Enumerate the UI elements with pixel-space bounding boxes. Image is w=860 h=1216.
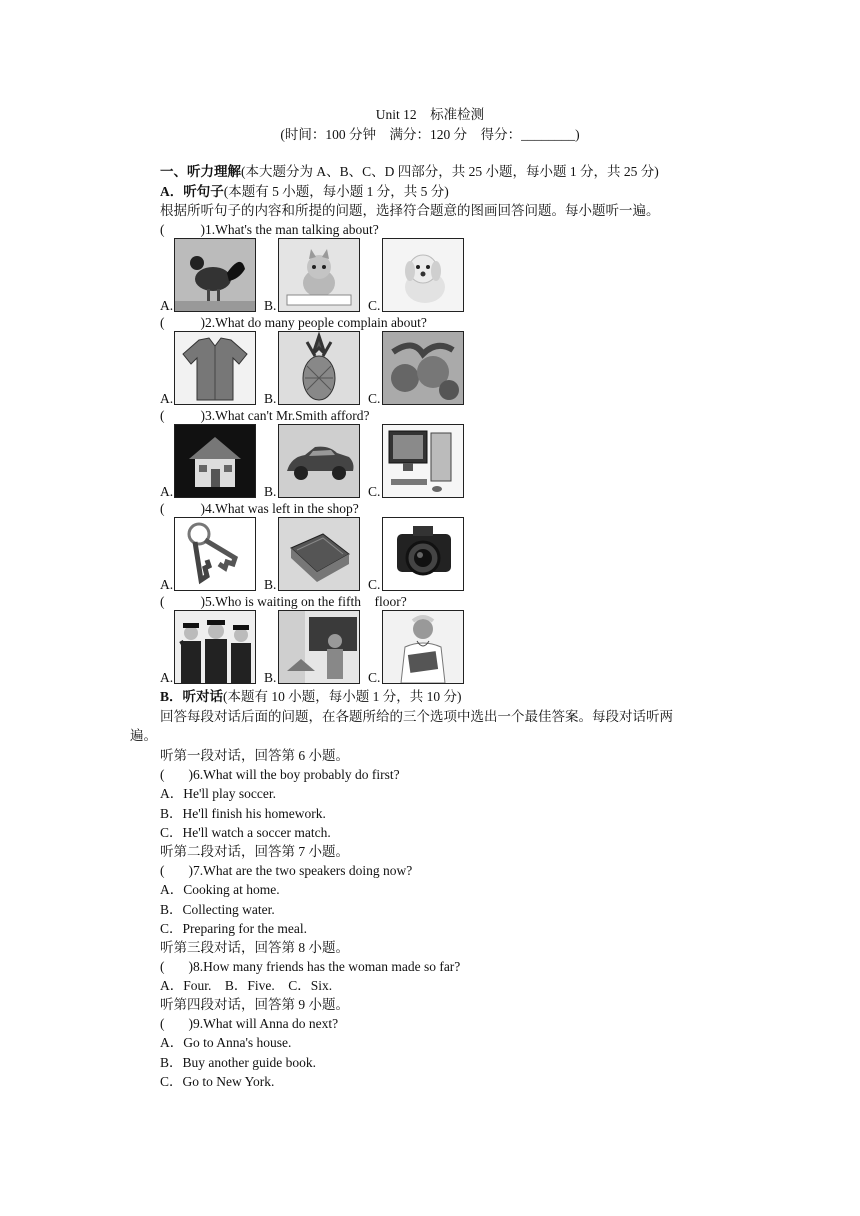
option-label: A.	[160, 391, 174, 406]
paren: (	[160, 222, 165, 237]
computer-icon	[382, 424, 464, 498]
exam-info: (时间：100 分钟 满分：120 分 得分：________)	[280, 127, 580, 142]
option-b[interactable]	[264, 238, 368, 312]
vegetables-icon	[382, 331, 464, 405]
question-2	[160, 313, 427, 332]
part-a-rest: (本题有 5 小题，每小题 1 分，共 5 分)	[223, 184, 449, 199]
option-a[interactable]	[160, 610, 264, 684]
question-9-option-b[interactable]: B．Buy another guide book.	[160, 1055, 316, 1070]
option-b[interactable]	[264, 517, 368, 591]
paren: (	[160, 594, 165, 609]
question-6-prompt: )6.What will the boy probably do first?	[188, 767, 400, 782]
question-7-option-a[interactable]: A．Cooking at home.	[160, 882, 280, 897]
part-b-title	[160, 687, 462, 706]
question-1-prompt: )1.What's the man talking about?	[200, 222, 379, 237]
section-title	[160, 162, 659, 181]
option-a[interactable]	[160, 424, 264, 498]
part-a-instructions: 根据所听句子的内容和所提的问题，选择符合题意的图画回答问题。每小题听一遍。	[160, 203, 660, 218]
question-1	[160, 220, 379, 239]
question-6-option-b[interactable]: B．He'll finish his homework.	[160, 806, 326, 821]
shirt-icon	[174, 331, 256, 405]
option-a[interactable]	[160, 331, 264, 405]
option-label: B.	[264, 298, 277, 313]
car-icon	[278, 424, 360, 498]
paren: (	[160, 315, 165, 330]
option-label: B.	[264, 391, 277, 406]
question-7-option-c[interactable]: C．Preparing for the meal.	[160, 921, 307, 936]
paren: (	[160, 959, 165, 974]
option-c[interactable]	[368, 331, 472, 405]
dialogue-2-intro: 听第二段对话，回答第 7 小题。	[160, 844, 349, 859]
option-label: C.	[368, 670, 381, 685]
paren: (	[160, 863, 165, 878]
question-6	[160, 765, 400, 784]
option-label: B.	[264, 670, 277, 685]
question-8	[160, 957, 460, 976]
paren: (	[160, 501, 165, 516]
section-title-bold: 一、听力理解	[160, 164, 241, 179]
question-7-prompt: )7.What are the two speakers doing now?	[188, 863, 413, 878]
puppy-icon	[382, 238, 464, 312]
paren: (	[160, 408, 165, 423]
option-label: A.	[160, 484, 174, 499]
question-4-prompt: )4.What was left in the shop?	[200, 501, 359, 516]
question-3	[160, 406, 370, 425]
option-label: B.	[264, 484, 277, 499]
option-label: A.	[160, 577, 174, 592]
question-8-prompt: )8.How many friends has the woman made so far?	[188, 959, 461, 974]
option-label: B.	[264, 577, 277, 592]
part-a-bold: A．听句子	[160, 184, 224, 199]
question-9-prompt: )9.What will Anna do next?	[188, 1016, 339, 1031]
doctor-icon	[382, 610, 464, 684]
dialogue-1-intro: 听第一段对话，回答第 6 小题。	[160, 748, 349, 763]
option-label: C.	[368, 298, 381, 313]
question-5	[160, 592, 407, 611]
option-label: C.	[368, 484, 381, 499]
option-label: A.	[160, 670, 174, 685]
question-4	[160, 499, 359, 518]
house-icon	[174, 424, 256, 498]
part-a-title	[160, 182, 449, 201]
kitten-icon	[278, 238, 360, 312]
police-icon	[174, 610, 256, 684]
part-b-bold: B．听对话	[160, 689, 224, 704]
option-c[interactable]	[368, 517, 472, 591]
option-c[interactable]	[368, 238, 472, 312]
rooster-icon	[174, 238, 256, 312]
camera-icon	[382, 517, 464, 591]
option-c[interactable]	[368, 610, 472, 684]
question-7-option-b[interactable]: B．Collecting water.	[160, 902, 275, 917]
option-b[interactable]	[264, 424, 368, 498]
section-title-rest: (本大题分为 A、B、C、D 四部分，共 25 小题，每小题 1 分，共 25 分)	[241, 164, 659, 179]
question-2-prompt: )2.What do many people complain about?	[200, 315, 427, 330]
question-9-option-c[interactable]: C．Go to New York.	[160, 1074, 275, 1089]
option-label: A.	[160, 298, 174, 313]
option-b[interactable]	[264, 610, 368, 684]
question-8-options[interactable]: A．Four. B．Five. C．Six.	[160, 978, 333, 993]
question-9-option-a[interactable]: A．Go to Anna's house.	[160, 1035, 292, 1050]
paren: (	[160, 1016, 165, 1031]
page-title: Unit 12 标准检测	[375, 107, 485, 122]
dialogue-4-intro: 听第四段对话，回答第 9 小题。	[160, 997, 349, 1012]
teacher-icon	[278, 610, 360, 684]
dialogue-3-intro: 听第三段对话，回答第 8 小题。	[160, 940, 349, 955]
keys-icon	[174, 517, 256, 591]
pineapple-icon	[278, 331, 360, 405]
question-6-option-a[interactable]: A．He'll play soccer.	[160, 786, 277, 801]
option-c[interactable]	[368, 424, 472, 498]
question-3-prompt: )3.What can't Mr.Smith afford?	[200, 408, 370, 423]
question-7	[160, 861, 412, 880]
part-b-instructions: 回答每段对话后面的问题，在各题所给的三个选项中选出一个最佳答案。每段对话听两	[160, 709, 673, 724]
question-6-option-c[interactable]: C．He'll watch a soccer match.	[160, 825, 331, 840]
option-a[interactable]	[160, 517, 264, 591]
option-b[interactable]	[264, 331, 368, 405]
paren: (	[160, 767, 165, 782]
question-5-prompt: )5.Who is waiting on the fifth floor?	[200, 594, 407, 609]
wallet-icon	[278, 517, 360, 591]
option-a[interactable]	[160, 238, 264, 312]
part-b-instructions-cont: 遍。	[130, 728, 157, 743]
option-label: C.	[368, 391, 381, 406]
option-label: C.	[368, 577, 381, 592]
question-9	[160, 1014, 338, 1033]
part-b-rest: (本题有 10 小题，每小题 1 分，共 10 分)	[223, 689, 462, 704]
